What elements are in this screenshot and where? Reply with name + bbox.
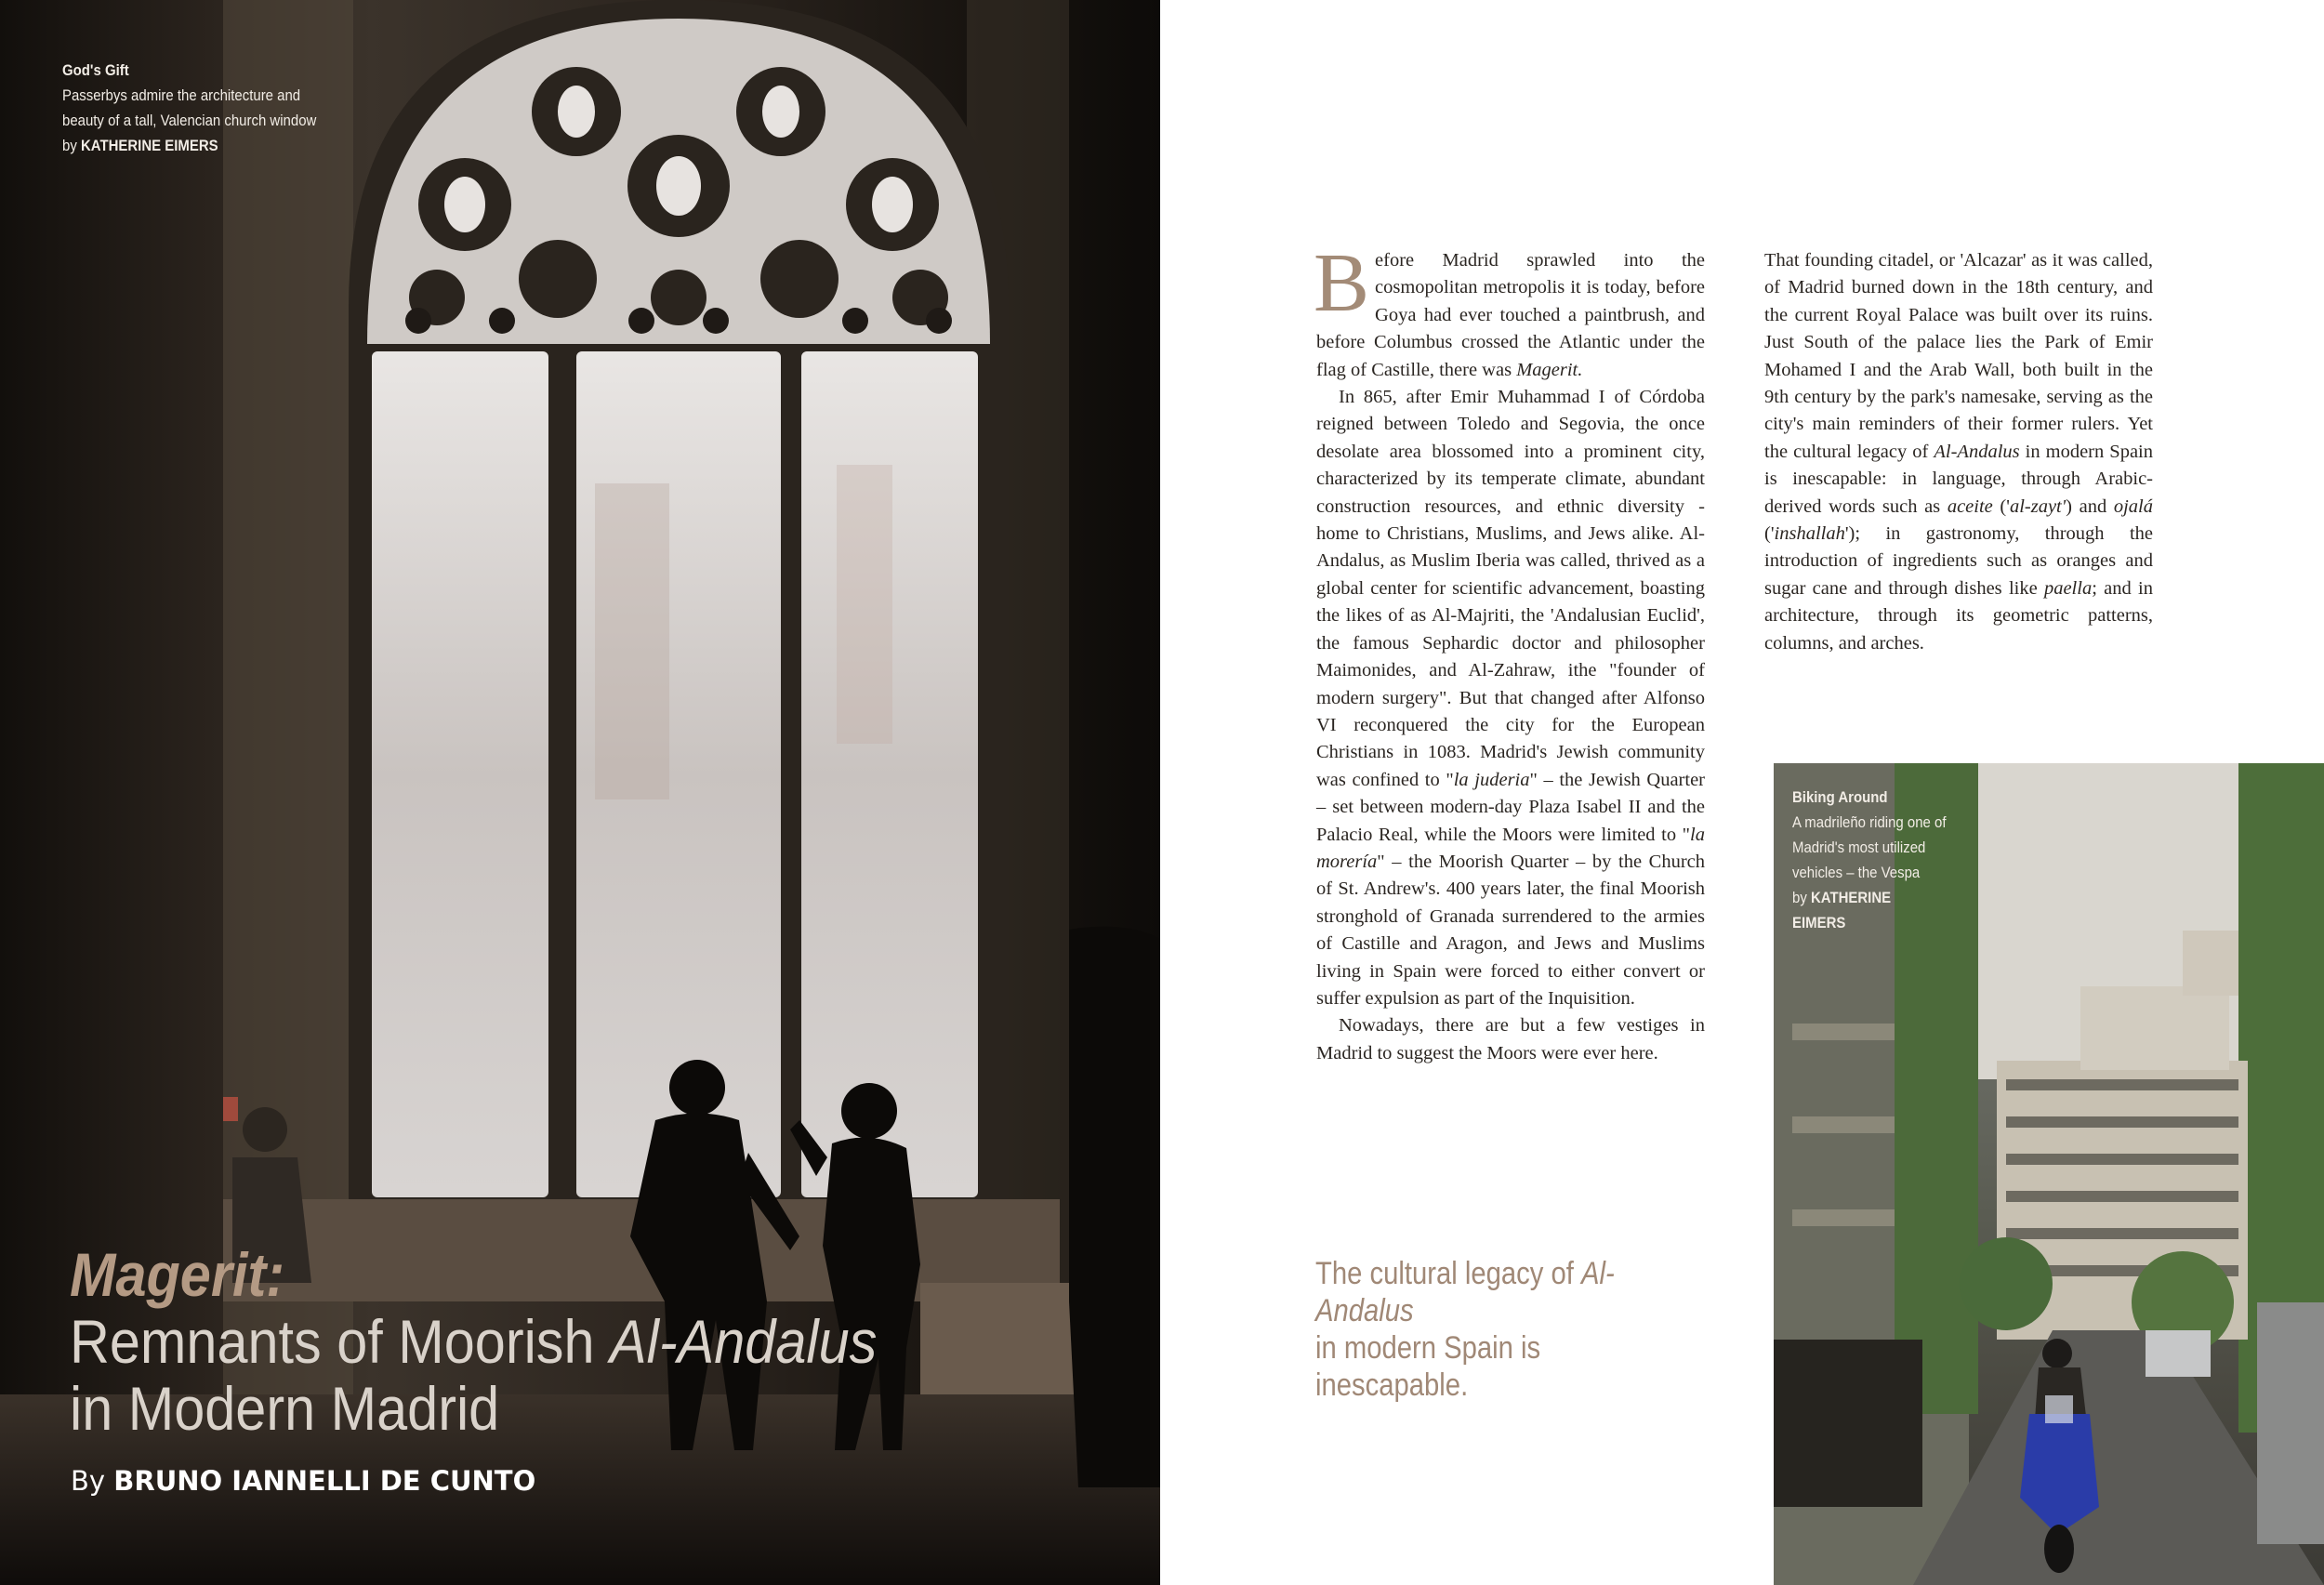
body-paragraph-3: Nowadays, there are but a few vestiges in Madrid to suggest the Moors were ever here. — [1316, 1015, 1705, 1063]
credit-prefix: by — [1792, 889, 1811, 906]
drop-cap: B — [1314, 237, 1370, 329]
caption-title: Biking Around — [1792, 788, 1888, 806]
body-column-2 — [1764, 247, 2153, 657]
body-italic: Magerit. — [1516, 359, 1583, 380]
byline-prefix: By — [71, 1465, 114, 1497]
byline-author: BRUNO IANNELLI DE CUNTO — [113, 1465, 536, 1497]
body-italic: paella — [2043, 577, 2093, 599]
body-text: '); in gastronomy, through the introduction of ingredients such as oranges and sugar cane and through dishes like — [1764, 523, 2153, 599]
caption-credit-line — [1792, 885, 1948, 935]
photo-credit: KATHERINE EIMERS — [1792, 889, 1892, 931]
pull-quote-italic: Al-Andalus — [1315, 1256, 1615, 1328]
caption-title: God's Gift — [62, 61, 129, 79]
pull-quote-text: The cultural legacy of — [1315, 1256, 1582, 1291]
caption-line: Madrid's most utilized — [1792, 839, 1926, 856]
body-italic: inshallah — [1774, 523, 1845, 545]
caption-line: A madrileño riding one of — [1792, 813, 1947, 831]
body-paragraph-1 — [1314, 237, 1705, 384]
body-text: in modern Spain is inescapable: in language, through Arabic-derived words such as — [1764, 441, 2153, 517]
body-column-1 — [1314, 237, 1705, 1067]
body-paragraph-2 — [1316, 384, 1705, 1012]
body-italic: ojalá — [2113, 495, 2153, 517]
body-text: efore Madrid sprawled into the cosmopolitan metropolis it is today, before Goya had ever touched a paintbrush, and before Columbus crossed the Atlantic under the flag of Castille, there was — [1316, 250, 1705, 380]
body-text: ; and in architecture, through its geometric patterns, columns, and arches. — [1764, 577, 2153, 654]
article-headline — [70, 1241, 1032, 1442]
right-photo-caption — [1792, 785, 1948, 935]
headline-line-3: in Modern Madrid — [70, 1374, 500, 1443]
body-italic: la juderia — [1453, 769, 1530, 790]
left-photo-caption — [62, 58, 332, 158]
pull-quote-line-2: in modern Spain is inescapable. — [1315, 1330, 1541, 1403]
vespa-street-photo — [1774, 763, 2324, 1585]
body-paragraph-4 — [1764, 247, 2153, 657]
body-text: That founding citadel, or 'Alcazar' as it was called, of Madrid burned down in the 18th century, and the current Royal Palace was built over its ruins. Just South of the palace lies the Park of Emir Mohamed I and the Arab Wall, both built in the 9th century by the park's namesake, serving as the city's main reminders of their former rulers. Yet the cultural legacy of — [1764, 250, 2153, 462]
caption-line: Passerbys admire the architecture and — [62, 86, 301, 104]
body-text: ) and — [2066, 495, 2114, 517]
credit-prefix: by — [62, 137, 81, 154]
body-text: " – the Jewish Quarter – set between modern-day Plaza Isabel II and the Palacio Real, while the Moors were limited to " — [1316, 769, 1705, 845]
caption-credit-line — [62, 133, 332, 158]
body-text: In 865, after Emir Muhammad I of Córdoba reigned between Toledo and Segovia, the once desolate area blossomed into a prominent city, characterized by its temperate climate, abundant construction resources, and ethnic diversity - home to Christians, Muslims, and Jews alike. Al-Andalus, as Muslim Iberia was called, thrived as a global center for scientific advancement, boasting the likes of as Al-Majriti, the 'Andalusian Euclid', the famous Sephardic doctor and philosopher Maimonides, and Al-Zahraw, ithe "founder of modern surgery". But that changed after Alfonso VI reconquered the city for the European Christians in 1083. Madrid's Jewish community was confined to " — [1316, 387, 1705, 790]
caption-line: vehicles – the Vespa — [1792, 864, 1921, 881]
church-window-photo — [0, 0, 1160, 1585]
byline — [71, 1465, 535, 1497]
body-italic: la morería — [1316, 824, 1705, 872]
body-italic: al-zayt' — [2009, 495, 2067, 517]
body-italic: aceite — [1947, 495, 1993, 517]
headline-italic: Al-Andalus — [610, 1307, 878, 1376]
pull-quote-line-1 — [1315, 1255, 1684, 1329]
headline-line-2 — [70, 1308, 1032, 1375]
body-text: (' — [1992, 495, 2010, 517]
headline-text: Remnants of Moorish — [70, 1307, 611, 1376]
body-italic: Al-Andalus — [1934, 441, 2020, 462]
photo-credit: KATHERINE EIMERS — [80, 137, 218, 154]
caption-line: beauty of a tall, Valencian church window — [62, 112, 317, 129]
body-text: " – the Moorish Quarter – by the Church of St. Andrew's. 400 years later, the final Moorish stronghold of Granada surrendered to the armies of Castille and Aragon, and Jews and Muslims living in Spain were forced to either convert or suffer expulsion as part of the Inquisition. — [1316, 851, 1705, 1009]
body-text: (' — [1764, 523, 1775, 545]
headline-line-1: Magerit: — [70, 1240, 285, 1309]
pull-quote — [1315, 1255, 1684, 1404]
